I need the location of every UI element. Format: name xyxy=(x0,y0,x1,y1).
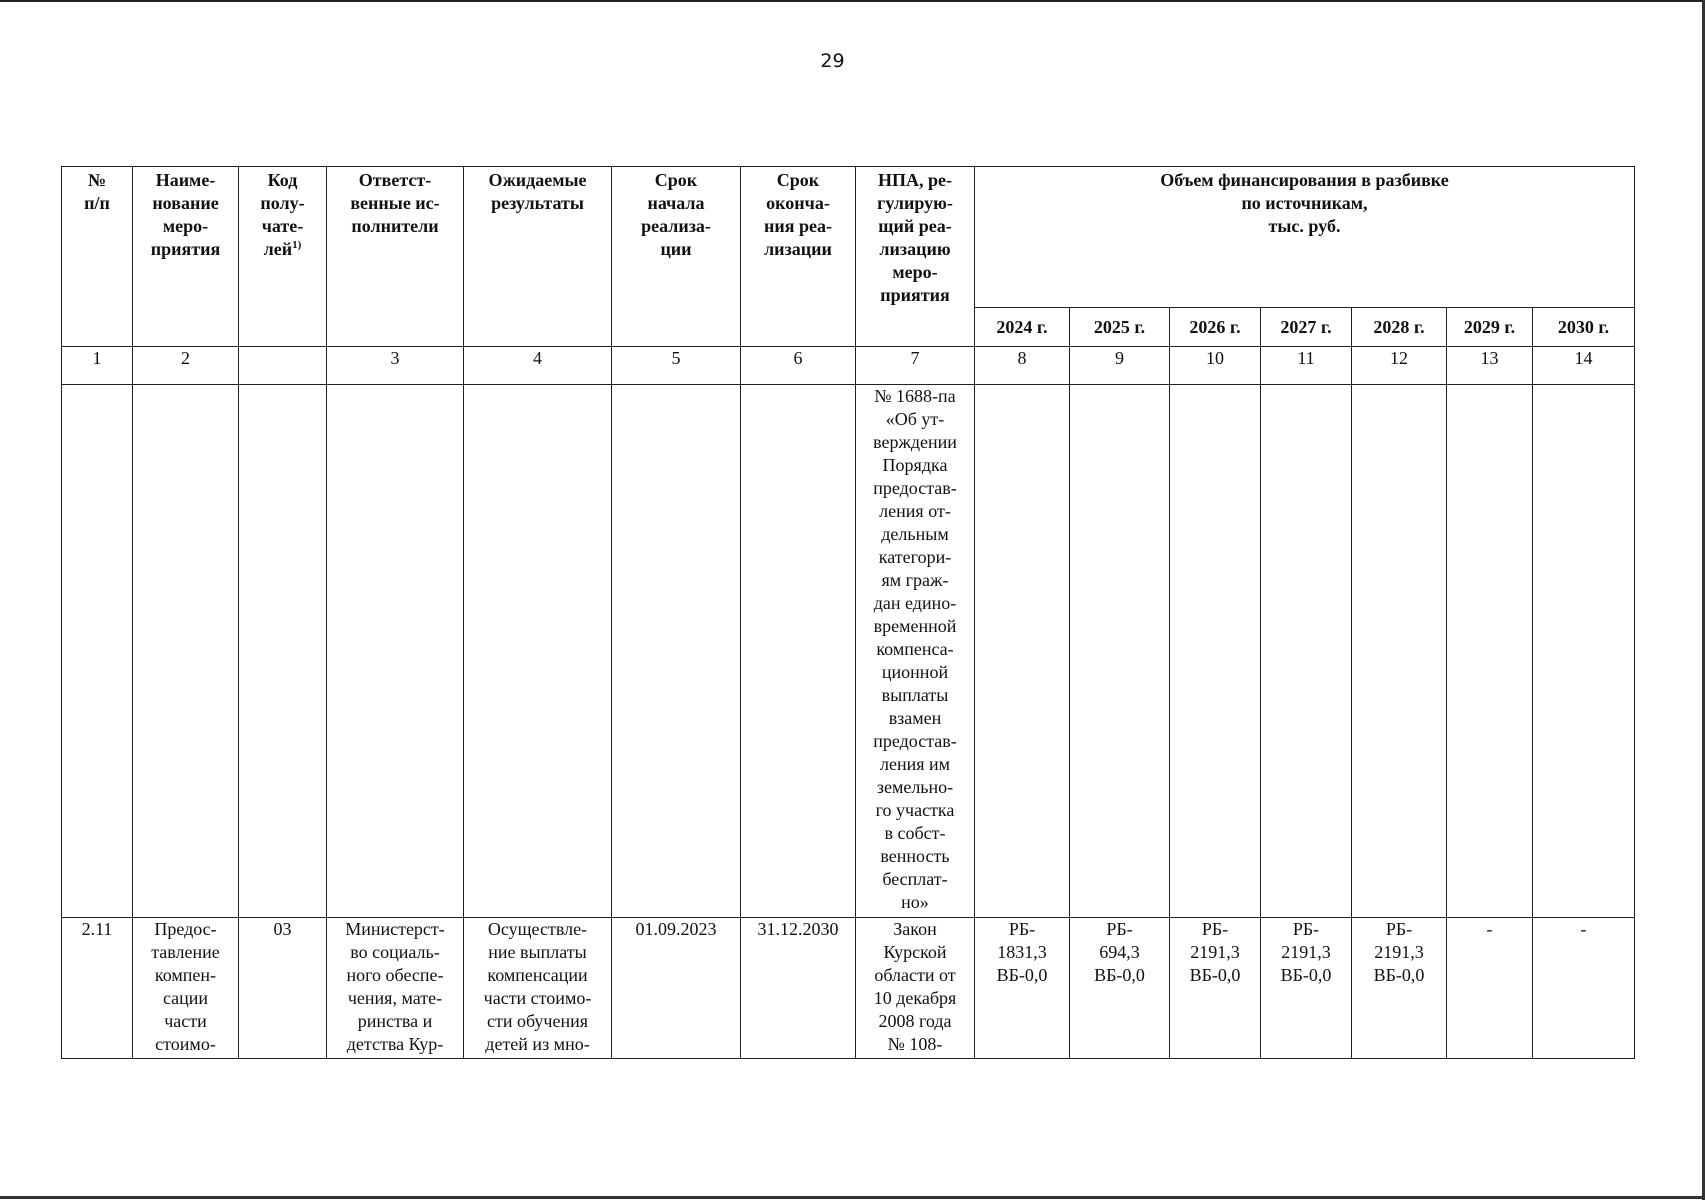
header-npa: НПА, ре- гулирую- щий реа- лизацию меро- приятия xyxy=(856,167,975,347)
table-cell xyxy=(741,385,856,918)
column-number: 6 xyxy=(741,347,856,385)
scan-edge-top xyxy=(0,0,1705,2)
record-end-date: 31.12.2030 xyxy=(741,918,856,1059)
header-results: Ожидаемые результаты xyxy=(464,167,612,347)
header-year-2024: 2024 г. xyxy=(975,308,1070,347)
program-table xyxy=(61,166,1635,1059)
record-funding-2025: РБ- 694,3 ВБ-0,0 xyxy=(1070,918,1170,1059)
table-row-continuation xyxy=(62,385,1635,918)
table-cell xyxy=(975,385,1070,918)
record-name: Предос- тавление компен- сации части стоимо- xyxy=(133,918,239,1059)
header-end: Срок оконча- ния реа- лизации xyxy=(741,167,856,347)
column-number: 4 xyxy=(464,347,612,385)
record-responsible: Министерст- во социаль- ного обеспе- чения, мате- ринства и детства Кур- xyxy=(327,918,464,1059)
column-number: 14 xyxy=(1533,347,1635,385)
table-cell xyxy=(327,385,464,918)
column-number xyxy=(239,347,327,385)
column-number: 3 xyxy=(327,347,464,385)
column-number: 13 xyxy=(1447,347,1533,385)
header-responsible: Ответст- венные ис- полнители xyxy=(327,167,464,347)
column-number: 7 xyxy=(856,347,975,385)
table-row-2-11 xyxy=(62,918,1635,1059)
table-cell xyxy=(1170,385,1261,918)
column-number-row xyxy=(62,347,1635,385)
header-number: № п/п xyxy=(62,167,133,347)
column-number: 10 xyxy=(1170,347,1261,385)
column-number: 11 xyxy=(1261,347,1352,385)
column-number: 9 xyxy=(1070,347,1170,385)
table-cell xyxy=(1447,385,1533,918)
table-cell xyxy=(612,385,741,918)
record-number: 2.11 xyxy=(62,918,133,1059)
header-year-2028: 2028 г. xyxy=(1352,308,1447,347)
header-year-2025: 2025 г. xyxy=(1070,308,1170,347)
table-header xyxy=(62,167,1635,347)
column-number: 12 xyxy=(1352,347,1447,385)
header-year-2027: 2027 г. xyxy=(1261,308,1352,347)
record-code: 03 xyxy=(239,918,327,1059)
footnote-mark: 1) xyxy=(292,239,302,251)
table-cell xyxy=(62,385,133,918)
record-funding-2028: РБ- 2191,3 ВБ-0,0 xyxy=(1352,918,1447,1059)
table-cell xyxy=(1533,385,1635,918)
record-funding-2026: РБ- 2191,3 ВБ-0,0 xyxy=(1170,918,1261,1059)
header-year-2026: 2026 г. xyxy=(1170,308,1261,347)
header-year-2030: 2030 г. xyxy=(1533,308,1635,347)
header-recipient-code: Код полу- чате- лей$^{1)}$ xyxy=(239,167,327,347)
page-number: 29 xyxy=(820,50,845,72)
record-funding-2027: РБ- 2191,3 ВБ-0,0 xyxy=(1261,918,1352,1059)
record-funding-2029: - xyxy=(1447,918,1533,1059)
table-cell xyxy=(1070,385,1170,918)
table-cell xyxy=(133,385,239,918)
record-funding-2030: - xyxy=(1533,918,1635,1059)
header-financing: Объем финансирования в разбивке по источникам, тыс. руб. xyxy=(975,167,1635,308)
record-funding-2024: РБ- 1831,3 ВБ-0,0 xyxy=(975,918,1070,1059)
table-cell xyxy=(239,385,327,918)
program-table-wrapper xyxy=(61,166,1635,1059)
header-start: Срок начала реализа- ции xyxy=(612,167,741,347)
scan-edge-bottom xyxy=(0,1196,1705,1199)
header-name: Наиме- нование меро- приятия xyxy=(133,167,239,347)
record-results: Осуществле- ние выплаты компенсации части стоимо- сти обучения детей из мно- xyxy=(464,918,612,1059)
table-cell xyxy=(1261,385,1352,918)
column-number: 1 xyxy=(62,347,133,385)
column-number: 8 xyxy=(975,347,1070,385)
header-year-2029: 2029 г. xyxy=(1447,308,1533,347)
record-start-date: 01.09.2023 xyxy=(612,918,741,1059)
column-number: 2 xyxy=(133,347,239,385)
npa-continuation-cell: № 1688-па «Об ут- верждении Порядка предостав- ления от- дельным категори- ям граж- дан едино- временной компенса- ционной выплаты взамен предостав- ления им земельно- го участка в собст- венность бесплат- но» xyxy=(856,385,975,918)
table-cell xyxy=(1352,385,1447,918)
column-number: 5 xyxy=(612,347,741,385)
table-cell xyxy=(464,385,612,918)
record-npa: Закон Курской области от 10 декабря 2008 года № 108- xyxy=(856,918,975,1059)
